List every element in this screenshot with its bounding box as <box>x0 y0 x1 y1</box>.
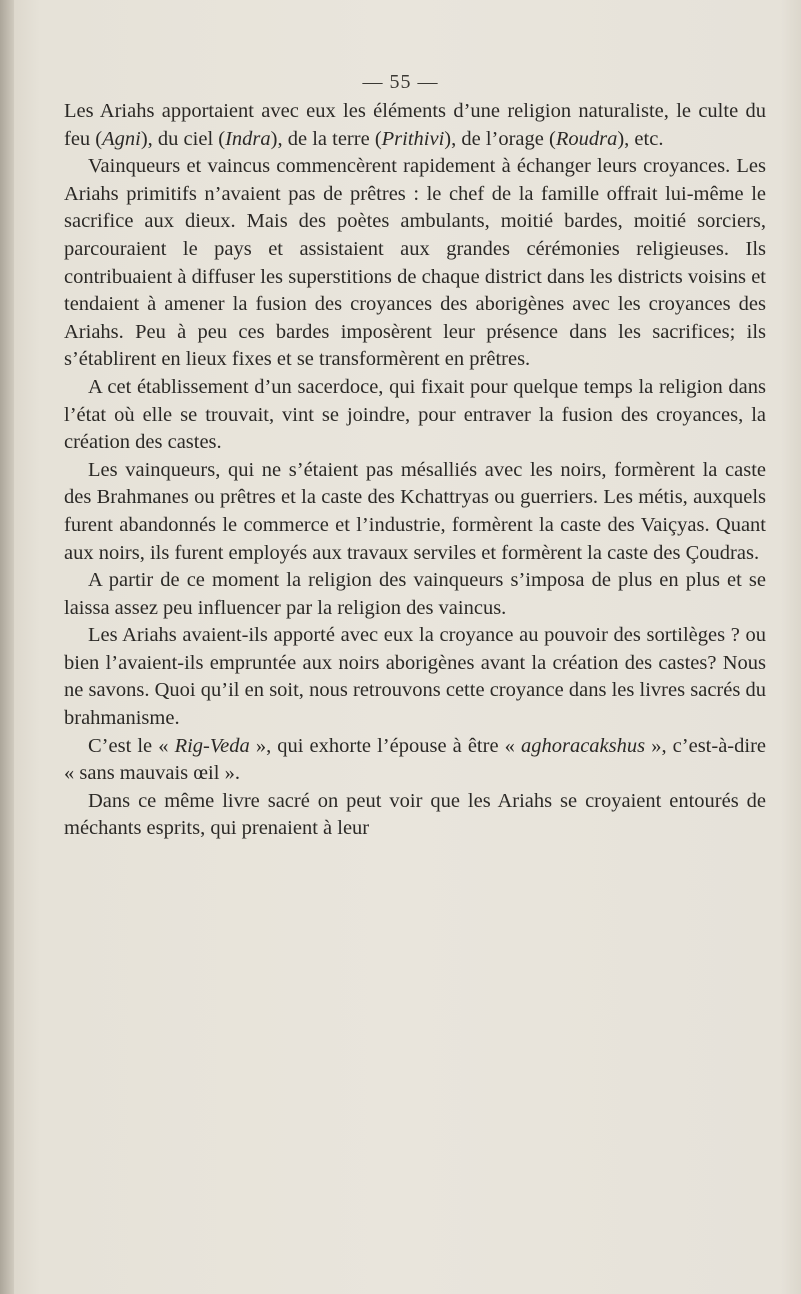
binding-shadow <box>0 0 14 1294</box>
text-run: Vainqueurs et vaincus commencèrent rapidement à échanger leurs croyances. Les Ariahs primitifs n’avaient pas de prêtres : le chef de la famille offrait lui-même le sacrifice aux dieux. Mais des poètes ambulants, moitié bardes, moitié sorciers, parcouraient le pays et assistaient aux grandes cérémonies religieuses. Ils contribuaient à diffuser les superstitions de chaque district dans les districts voisins et tendaient à amener la fusion des croyances des aborigènes avec les croyances des Ariahs. Peu à peu ces bardes imposèrent leur présence dans les sacrifices; ils s’établirent en lieux fixes et se transformèrent en prêtres. <box>64 155 766 371</box>
paragraph <box>64 567 766 622</box>
text-run: ), etc. <box>617 127 664 150</box>
text-run: Dans ce même livre sacré on peut voir que les Ariahs se croyaient entourés de méchants esprits, qui prenaient à leur <box>64 789 766 840</box>
text-run: Les vainqueurs, qui ne s’étaient pas mésalliés avec les noirs, formèrent la caste des Brahmanes ou prêtres et la caste des Kchattryas ou guerriers. Les métis, auxquels furent abandonnés le commerce et l’industrie, formèrent la caste des Vaiçyas. Quant aux noirs, ils furent employés aux travaux serviles et formèrent la caste des Çoudras. <box>64 458 766 564</box>
text-run: ), de la terre ( <box>270 127 382 150</box>
text-run: A partir de ce moment la religion des vainqueurs s’imposa de plus en plus et se laissa assez peu influencer par la religion des vaincus. <box>64 569 766 619</box>
italic-term: aghoracakshus <box>520 734 646 757</box>
italic-term: Indra <box>225 127 271 150</box>
paragraph <box>64 788 766 843</box>
italic-term: Prithivi <box>381 127 445 150</box>
text-run: ), de l’orage ( <box>444 127 556 150</box>
text-run: Les Ariahs apportaient avec eux les éléments d’une religion naturaliste, le culte du feu ( <box>64 100 766 150</box>
text-run: », c’est-à-dire « sans mauvais œil ». <box>64 734 766 785</box>
page-number: — 55 — <box>362 71 439 93</box>
paragraph <box>64 98 766 153</box>
paragraph <box>64 374 766 457</box>
text-run: », qui exhorte l’épouse à être « <box>249 734 521 757</box>
italic-term: Roudra <box>555 127 618 150</box>
paragraph <box>64 457 766 567</box>
text-run: Les Ariahs avaient-ils apporté avec eux la croyance au pouvoir des sortilèges ? ou bien l’avaient-ils empruntée aux noirs aborigènes avant la création des castes? Nous ne savons. Quoi qu’il en soit, nous retrouvons cette croyance dans les livres sacrés du brahmanisme. <box>64 624 766 730</box>
text-run: A cet établissement d’un sacerdoce, qui fixait pour quelque temps la religion dans l’état où elle se trouvait, vint se joindre, pour entraver la fusion des croyances, la création des castes. <box>64 375 766 454</box>
text-run: ), du ciel ( <box>140 127 226 150</box>
paragraph <box>64 153 766 374</box>
body-text <box>64 98 766 843</box>
italic-term: Agni <box>102 127 141 150</box>
italic-term: Rig-Veda <box>174 734 250 757</box>
paragraph <box>64 622 766 732</box>
paragraph <box>64 733 766 788</box>
text-run: C’est le « <box>88 734 175 757</box>
